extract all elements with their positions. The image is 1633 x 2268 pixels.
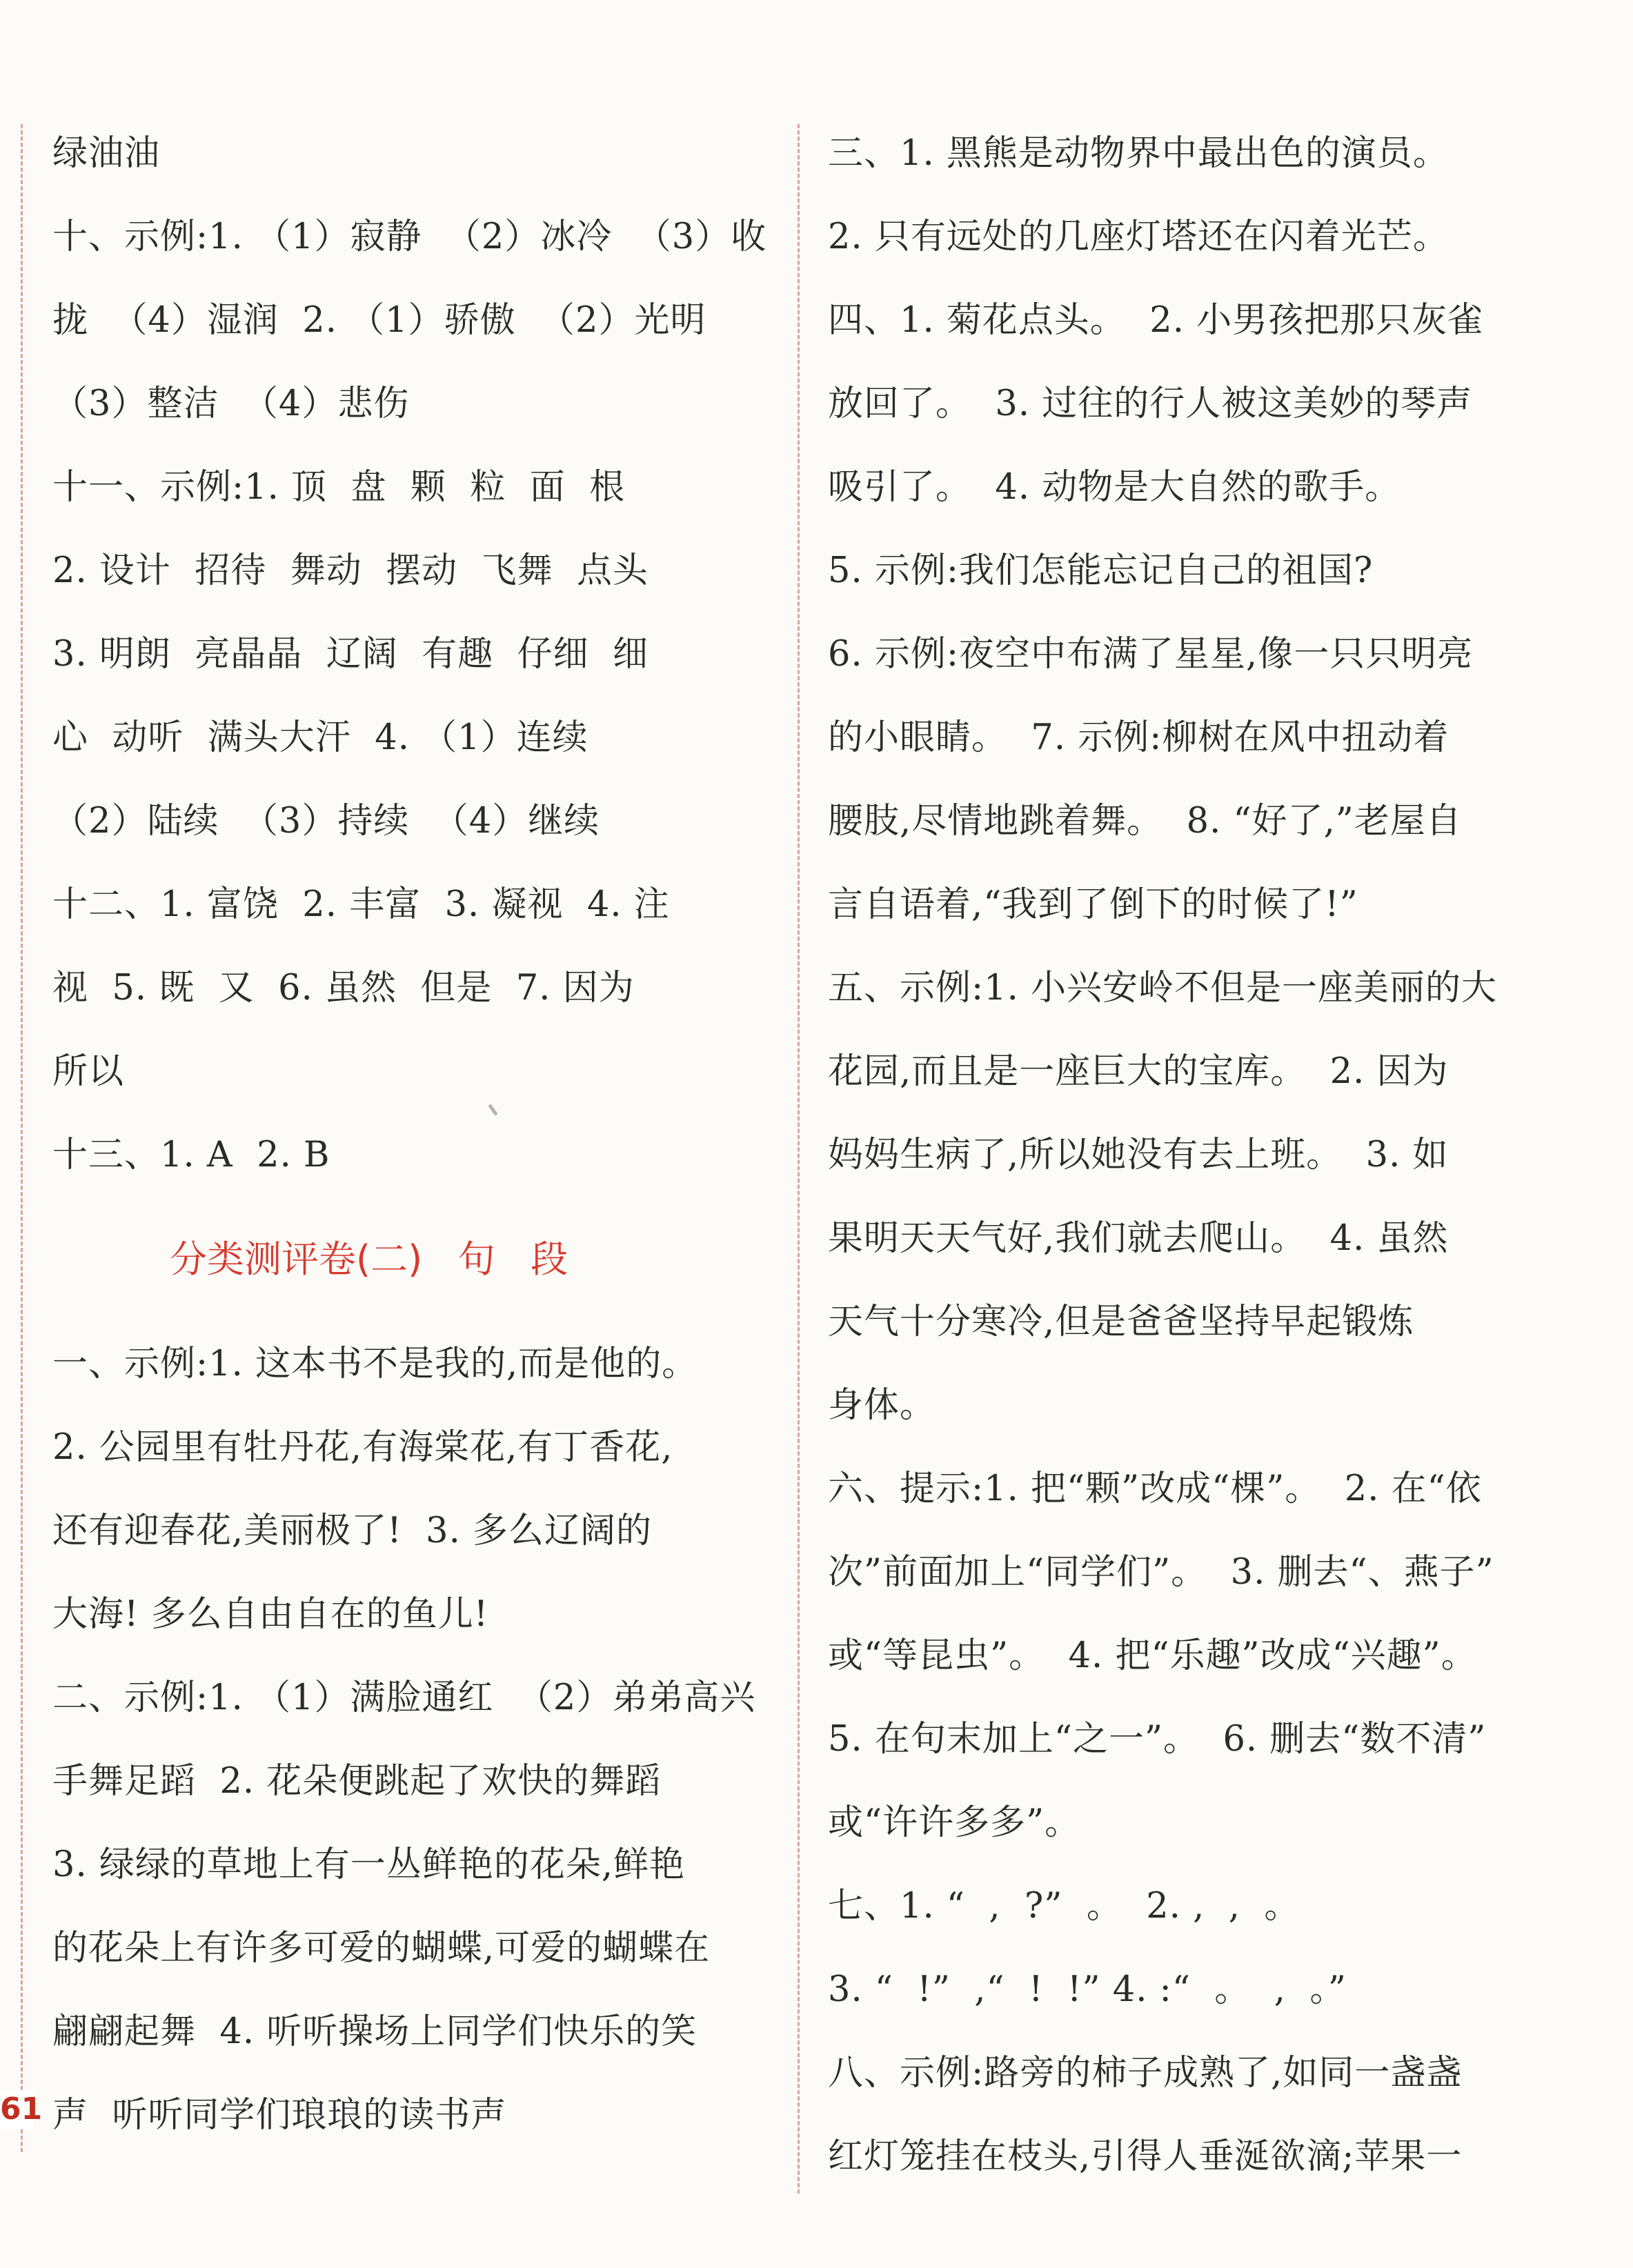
answer-line: 2. 公园里有牡丹花,有海棠花,有丁香花,	[52, 1427, 673, 1468]
answer-line: 3. 明朗 亮晶晶 辽阔 有趣 仔细 细	[52, 634, 649, 675]
answer-line: 绿油油	[52, 133, 161, 174]
answer-line: 的小眼睛。 7. 示例:柳树在风中扭动着	[828, 717, 1449, 758]
answer-line: 红灯笼挂在枝头,引得人垂涎欲滴;苹果一	[828, 2136, 1463, 2177]
answer-line: 手舞足蹈 2. 花朵便跳起了欢快的舞蹈	[52, 1761, 662, 1802]
answer-line: 五、示例:1. 小兴安岭不但是一座美丽的大	[828, 968, 1498, 1008]
answer-line: 腰肢,尽情地跳着舞。 8. “好了,”老屋自	[828, 801, 1462, 842]
answer-line: 或“许许多多”。	[828, 1802, 1081, 1843]
answer-line: 二、示例:1. （1）满脸通红 （2）弟弟高兴	[52, 1678, 756, 1718]
section-heading: 分类测评卷(二) 句 段	[170, 1237, 568, 1281]
answer-line: 所以	[52, 1051, 125, 1092]
page-number: 61	[0, 2090, 33, 2129]
answer-line: 天气十分寒冷,但是爸爸坚持早起锻炼	[828, 1302, 1414, 1342]
answer-line: 言自语着,“我到了倒下的时候了!”	[828, 884, 1358, 925]
answer-line: 吸引了。 4. 动物是大自然的歌手。	[828, 467, 1401, 508]
answer-line: 妈妈生病了,所以她没有去上班。 3. 如	[828, 1135, 1449, 1175]
answer-line: 次”前面加上“同学们”。 3. 删去“、燕子”	[828, 1552, 1494, 1593]
answer-line: 3. “ !” ,“ ! !” 4. :“ 。 , 。”	[828, 1969, 1347, 2010]
answer-line: 还有迎春花,美丽极了! 3. 多么辽阔的	[52, 1511, 653, 1551]
answer-line: 果明天天气好,我们就去爬山。 4. 虽然	[828, 1218, 1449, 1259]
answer-line: 大海! 多么自由自在的鱼儿!	[52, 1594, 489, 1635]
answer-line: 拢 （4）湿润 2. （1）骄傲 （2）光明	[52, 300, 706, 341]
answer-line: 一、示例:1. 这本书不是我的,而是他的。	[52, 1344, 698, 1384]
answer-line: 翩翩起舞 4. 听听操场上同学们快乐的笑	[52, 2011, 697, 2052]
right-column	[828, 112, 1545, 2198]
answer-line: 2. 设计 招待 舞动 摆动 飞舞 点头	[52, 550, 649, 591]
answer-line: 视 5. 既 又 6. 虽然 但是 7. 因为	[52, 968, 635, 1008]
answer-line: 花园,而且是一座巨大的宝库。 2. 因为	[828, 1051, 1449, 1092]
answer-line: 6. 示例:夜空中布满了星星,像一只只明亮	[828, 634, 1474, 675]
answer-line: 或“等昆虫”。 4. 把“乐趣”改成“兴趣”。	[828, 1635, 1477, 1676]
answer-line: 心 动听 满头大汗 4. （1）连续	[52, 717, 588, 758]
answer-line: 放回了。 3. 过往的行人被这美妙的琴声	[828, 384, 1473, 424]
answer-line: 七、1. “ , ?” 。 2. , , 。	[828, 1886, 1300, 1927]
answer-line: （3）整洁 （4）悲伤	[52, 384, 410, 424]
answer-line: 六、提示:1. 把“颗”改成“棵”。 2. 在“依	[828, 1469, 1482, 1509]
answer-line: 十二、1. 富饶 2. 丰富 3. 凝视 4. 注	[52, 884, 670, 925]
answer-line: 十一、示例:1. 顶 盘 颗 粒 面 根	[52, 467, 626, 508]
answer-line: 八、示例:路旁的柿子成熟了,如同一盏盏	[828, 2053, 1463, 2093]
answer-line: 的花朵上有许多可爱的蝴蝶,可爱的蝴蝶在	[52, 1928, 711, 1969]
column-divider-rule	[798, 124, 800, 2194]
answer-line: 3. 绿绿的草地上有一丛鲜艳的花朵,鲜艳	[52, 1844, 686, 1885]
answer-line: 5. 示例:我们怎能忘记自己的祖国?	[828, 550, 1374, 591]
answer-line: 三、1. 黑熊是动物界中最出色的演员。	[828, 133, 1449, 174]
answer-line: 十、示例:1. （1）寂静 （2）冰冷 （3）收	[52, 217, 767, 257]
left-margin-rule	[21, 124, 23, 2152]
answer-line: 声 听听同学们琅琅的读书声	[52, 2095, 507, 2136]
left-column	[52, 112, 784, 2157]
answer-line: （2）陆续 （3）持续 （4）继续	[52, 801, 600, 842]
answer-line: 四、1. 菊花点头。 2. 小男孩把那只灰雀	[828, 300, 1484, 341]
answer-line: 身体。	[828, 1385, 936, 1426]
answer-line: 5. 在句末加上“之一”。 6. 删去“数不清”	[828, 1719, 1487, 1760]
answer-line: 十三、1. A 2. B	[52, 1135, 330, 1175]
answer-line: 2. 只有远处的几座灯塔还在闪着光芒。	[828, 217, 1449, 257]
